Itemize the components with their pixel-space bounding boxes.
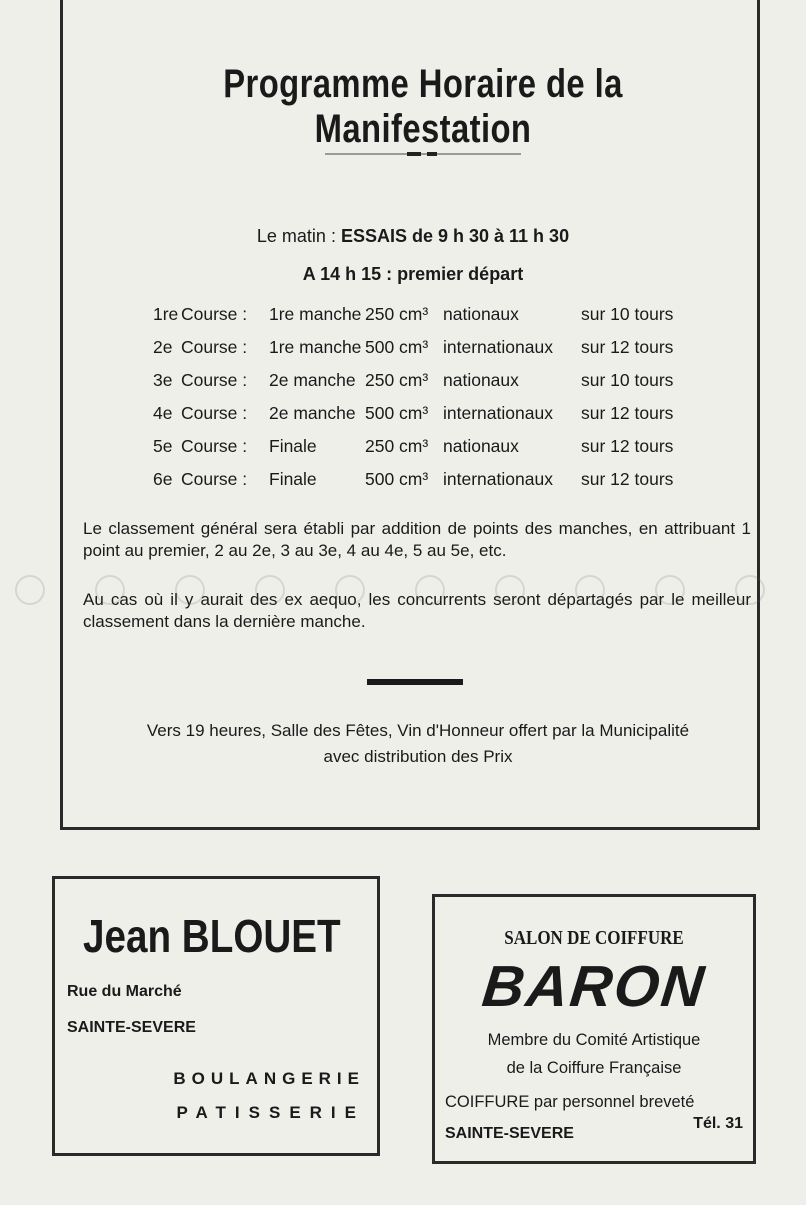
race-row	[153, 403, 753, 436]
blouet-town: SAINTE-SEVERE	[67, 1019, 196, 1036]
baron-member-line-1: Membre du Comité Artistique	[487, 1031, 701, 1049]
section-divider	[367, 679, 463, 685]
morning-prefix: Le matin :	[256, 226, 341, 246]
race-manche: 1re manche	[269, 337, 362, 357]
race-word: Course :	[181, 403, 248, 423]
race-number: 3e	[153, 370, 173, 390]
race-number: 5e	[153, 436, 173, 456]
race-laps: sur 10 tours	[581, 304, 674, 324]
programme-box	[60, 0, 760, 830]
evening-event	[83, 718, 753, 770]
race-manche: 2e manche	[269, 403, 356, 423]
title-ornament	[325, 151, 521, 157]
race-manche: Finale	[269, 469, 317, 489]
morning-schedule	[63, 226, 763, 247]
race-laps: sur 12 tours	[581, 337, 674, 357]
race-manche: Finale	[269, 436, 317, 456]
race-cylinder: 500 cm³	[365, 403, 429, 423]
race-category: internationaux	[443, 337, 553, 357]
evening-line-1: Vers 19 heures, Salle des Fêtes, Vin d'Honneur offert par la Municipalité	[146, 721, 690, 740]
race-cylinder: 250 cm³	[365, 436, 429, 456]
race-number: 6e	[153, 469, 173, 489]
race-row	[153, 304, 753, 337]
race-cylinder: 250 cm³	[365, 370, 429, 390]
baron-name: BARON	[479, 954, 709, 1019]
race-row	[153, 370, 753, 403]
blouet-street: Rue du Marché	[67, 983, 182, 1000]
blouet-trade-patisserie: PATISSERIE	[176, 1103, 365, 1122]
baron-telephone: Tél. 31	[693, 1115, 743, 1132]
race-manche: 1re manche	[269, 304, 362, 324]
race-word: Course :	[181, 337, 248, 357]
race-category: internationaux	[443, 403, 553, 423]
morning-essais: ESSAIS de 9 h 30 à 11 h 30	[340, 226, 570, 246]
race-cylinder: 250 cm³	[365, 304, 429, 324]
race-word: Course :	[181, 469, 248, 489]
race-cylinder: 500 cm³	[365, 337, 429, 357]
classement-paragraph: Le classement général sera établi par addition de points des manches, en attribuant 1 point au premier, 2 au 2e, 3 au 3e, 4 au 4e, 5 au 5e, etc.	[83, 519, 751, 560]
blouet-trade-boulangerie: BOULANGERIE	[173, 1069, 365, 1088]
ex-aequo-paragraph: Au cas où il y aurait des ex aequo, les concurrents seront départagés par le meilleur classement dans la dernière manche.	[83, 590, 751, 631]
programme-title: Programme Horaire de la Manifestation	[223, 62, 623, 151]
race-category: nationaux	[443, 436, 519, 456]
race-category: nationaux	[443, 304, 519, 324]
race-row	[153, 469, 753, 502]
race-number: 2e	[153, 337, 173, 357]
race-laps: sur 12 tours	[581, 403, 674, 423]
ad-salon-baron	[432, 894, 756, 1164]
baron-member-line-2: de la Coiffure Française	[506, 1059, 682, 1077]
races-list	[153, 304, 753, 502]
race-category: nationaux	[443, 370, 519, 390]
race-row	[153, 337, 753, 370]
race-laps: sur 10 tours	[581, 370, 674, 390]
afternoon-start: A 14 h 15 : premier départ	[302, 264, 524, 284]
baron-town: SAINTE-SEVERE	[445, 1125, 574, 1142]
race-laps: sur 12 tours	[581, 436, 674, 456]
race-number: 4e	[153, 403, 173, 423]
baron-heading: SALON DE COIFFURE	[504, 927, 684, 949]
race-row	[153, 436, 753, 469]
race-manche: 2e manche	[269, 370, 356, 390]
blouet-name: Jean BLOUET	[83, 910, 341, 962]
race-word: Course :	[181, 436, 248, 456]
race-number: 1re	[153, 304, 179, 324]
race-word: Course :	[181, 370, 248, 390]
race-cylinder: 500 cm³	[365, 469, 429, 489]
evening-line-2: avec distribution des Prix	[323, 747, 513, 766]
baron-staff: COIFFURE par personnel breveté	[445, 1093, 695, 1111]
race-laps: sur 12 tours	[581, 469, 674, 489]
ad-jean-blouet	[52, 876, 380, 1156]
race-category: internationaux	[443, 469, 553, 489]
race-word: Course :	[181, 304, 248, 324]
